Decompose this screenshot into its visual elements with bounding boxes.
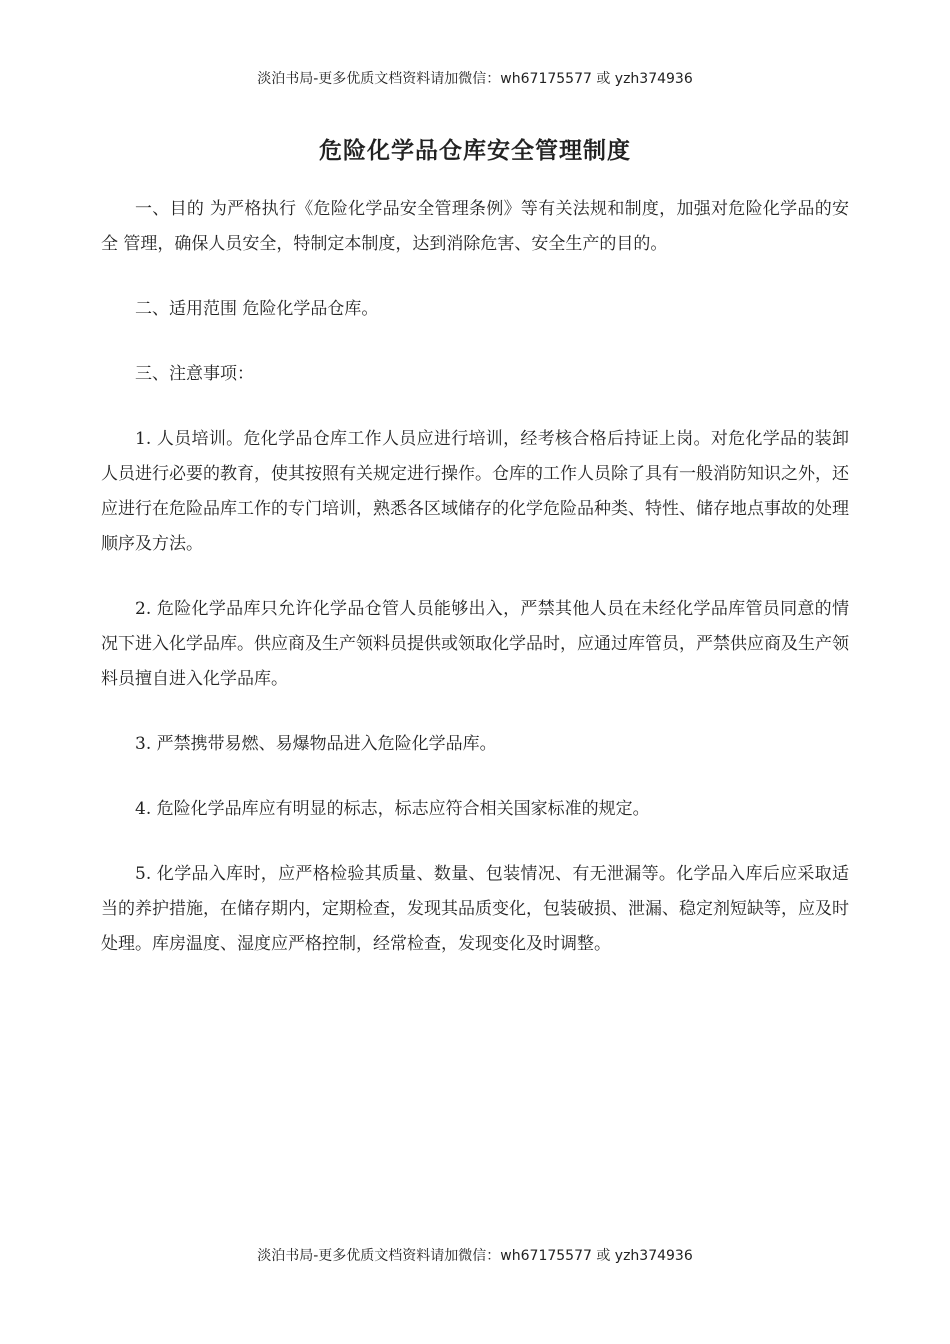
paragraph-scope: 二、适用范围 危险化学品仓库。: [135, 299, 379, 319]
paragraph-item-4: 4. 危险化学品库应有明显的标志，标志应符合相关国家标准的规定。: [135, 799, 650, 819]
paragraph-item-5: 5. 化学品入库时，应严格检验其质量、数量、包装情况、有无泄漏等。化学品入库后应采取适当的养护措施，在储存期内，定期检查，发现其品质变化，包装破损、泄漏、稳定剂短缺等，应及时处理。库房温度、湿度应严格控制，经常检查，发现变化及时调整。: [101, 864, 849, 954]
header-watermark: 淡泊书局-更多优质文档资料请加微信：wh67175577 或 yzh374936: [257, 71, 693, 87]
document-body: [101, 192, 849, 992]
footer-watermark: 淡泊书局-更多优质文档资料请加微信：wh67175577 或 yzh374936: [257, 1248, 693, 1264]
paragraph-notes-heading: 三、注意事项：: [135, 364, 254, 384]
paragraph-item-1: 1. 人员培训。危化学品仓库工作人员应进行培训，经考核合格后持证上岗。对危化学品的装卸人员进行必要的教育，使其按照有关规定进行操作。仓库的工作人员除了具有一般消防知识之外，还应进行在危险品库工作的专门培训，熟悉各区域储存的化学危险品种类、特性、储存地点事故的处理顺序及方法。: [101, 429, 849, 554]
paragraph-item-3: 3. 严禁携带易燃、易爆物品进入危险化学品库。: [135, 734, 497, 754]
paragraph-purpose: 一、目的 为严格执行《危险化学品安全管理条例》等有关法规和制度，加强对危险化学品的安全 管理，确保人员安全，特制定本制度，达到消除危害、安全生产的目的。: [101, 199, 849, 254]
document-title: 危险化学品仓库安全管理制度: [319, 138, 631, 164]
paragraph-item-2: 2. 危险化学品库只允许化学品仓管人员能够出入，严禁其他人员在未经化学品库管员同意的情况下进入化学品库。供应商及生产领料员提供或领取化学品时，应通过库管员，严禁供应商及生产领料员擅自进入化学品库。: [101, 599, 849, 689]
